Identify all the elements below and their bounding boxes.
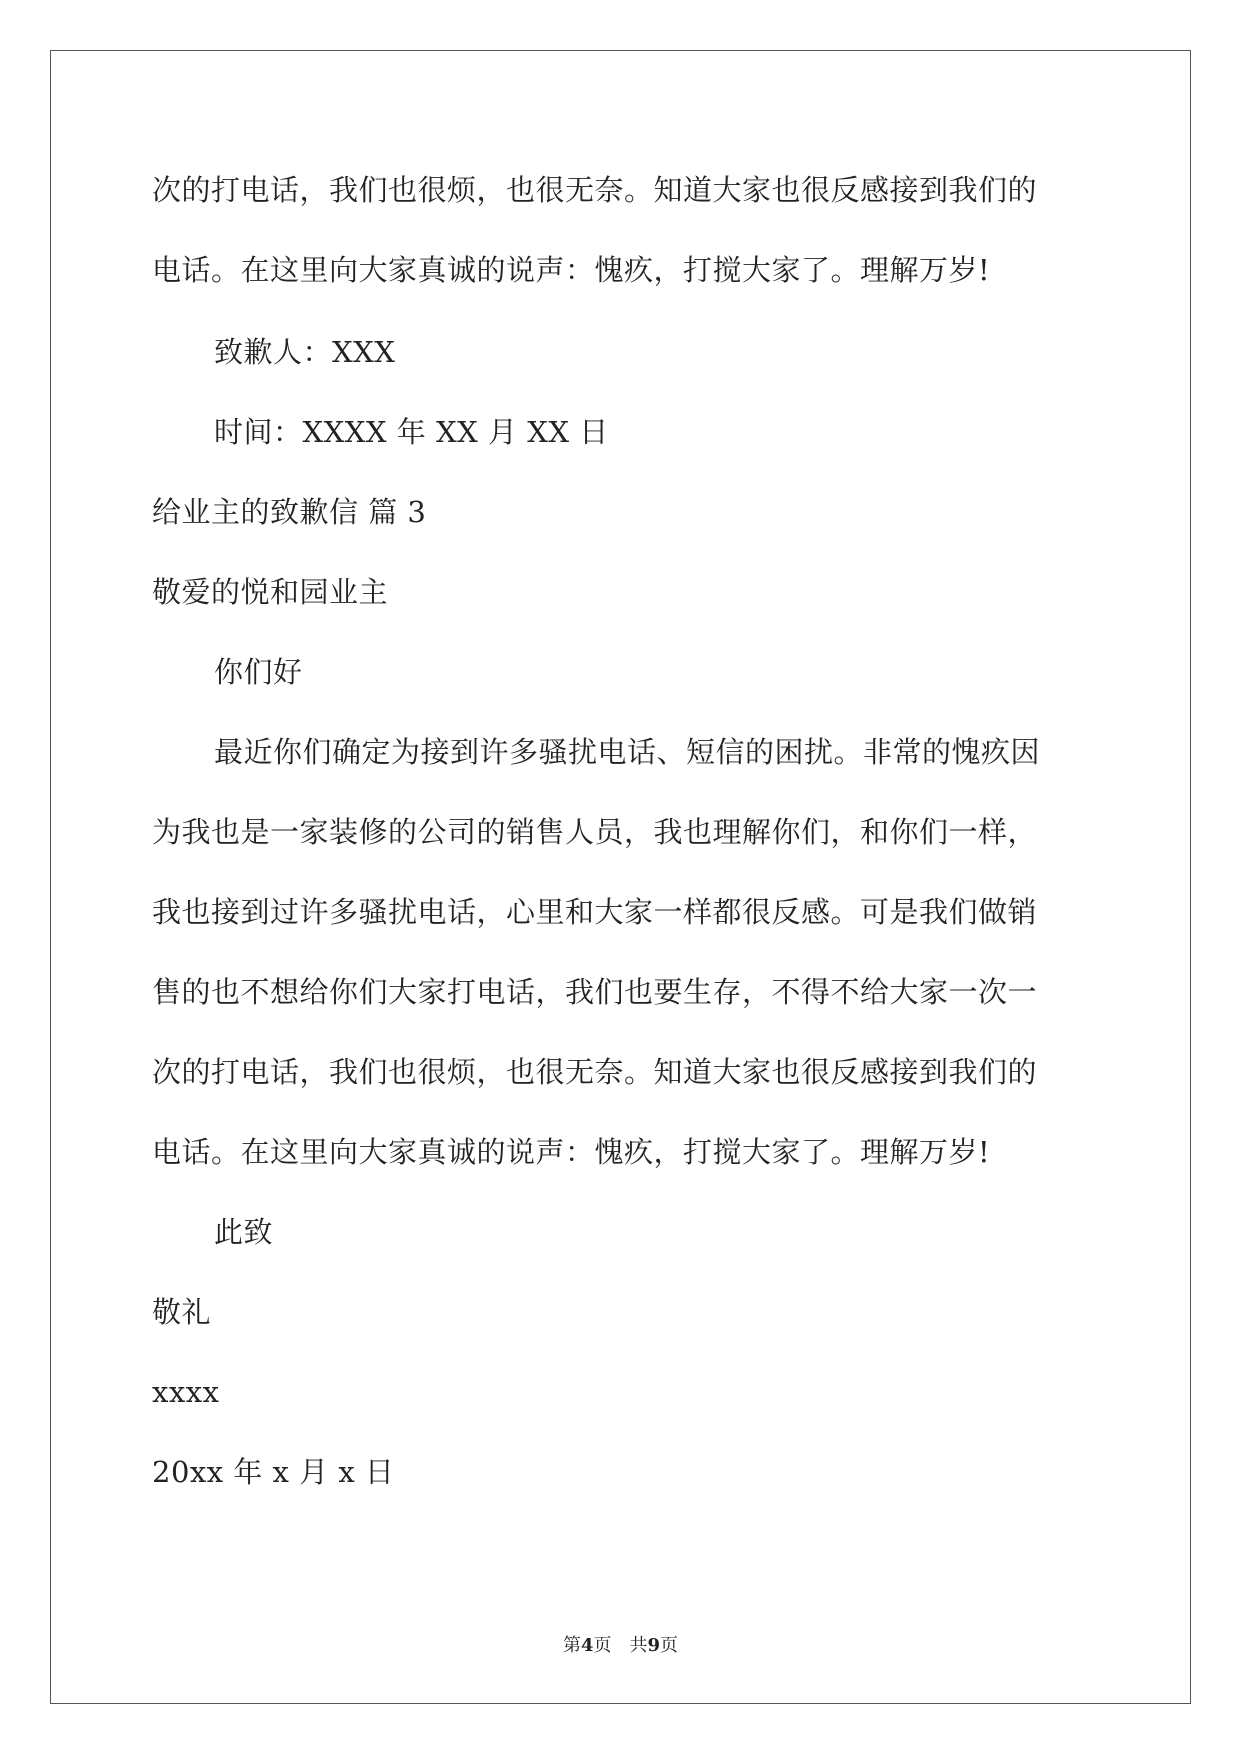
closing-jingli: 敬礼 bbox=[152, 1295, 212, 1329]
sender-date: 20xx 年 x 月 x 日 bbox=[152, 1455, 395, 1489]
greeting: 你们好 bbox=[214, 655, 303, 689]
total-pages: 9 bbox=[647, 1635, 661, 1656]
signature-apologizer: 致歉人：XXX bbox=[214, 335, 396, 369]
page-suffix: 页 bbox=[593, 1635, 612, 1656]
text-line-1: 次的打电话，我们也很烦，也很无奈。知道大家也很反感接到我们的 bbox=[152, 173, 1038, 207]
salutation: 敬爱的悦和园业主 bbox=[152, 575, 389, 609]
paragraph-line-2: 为我也是一家装修的公司的销售人员，我也理解你们，和你们一样， bbox=[152, 815, 1038, 849]
signature-date: 时间：XXXX 年 XX 月 XX 日 bbox=[214, 415, 609, 449]
page-footer bbox=[0, 1634, 1241, 1658]
total-prefix: 共 bbox=[629, 1635, 648, 1656]
closing-cizhi: 此致 bbox=[214, 1215, 274, 1249]
sender-name: xxxx bbox=[152, 1375, 220, 1409]
page-number: 4 bbox=[580, 1635, 594, 1656]
paragraph-line-6: 电话。在这里向大家真诚的说声：愧疚，打搅大家了。理解万岁! bbox=[152, 1135, 991, 1169]
paragraph-line-3: 我也接到过许多骚扰电话，心里和大家一样都很反感。可是我们做销 bbox=[152, 895, 1038, 929]
section-title: 给业主的致歉信 篇 3 bbox=[152, 495, 427, 529]
paragraph-line-5: 次的打电话，我们也很烦，也很无奈。知道大家也很反感接到我们的 bbox=[152, 1055, 1038, 1089]
paragraph-line-1: 最近你们确定为接到许多骚扰电话、短信的困扰。非常的愧疚因 bbox=[214, 735, 1041, 769]
text-line-2: 电话。在这里向大家真诚的说声：愧疚，打搅大家了。理解万岁! bbox=[152, 253, 991, 287]
paragraph-line-4: 售的也不想给你们大家打电话，我们也要生存，不得不给大家一次一 bbox=[152, 975, 1038, 1009]
total-suffix: 页 bbox=[660, 1635, 679, 1656]
page-prefix: 第 bbox=[562, 1635, 581, 1656]
